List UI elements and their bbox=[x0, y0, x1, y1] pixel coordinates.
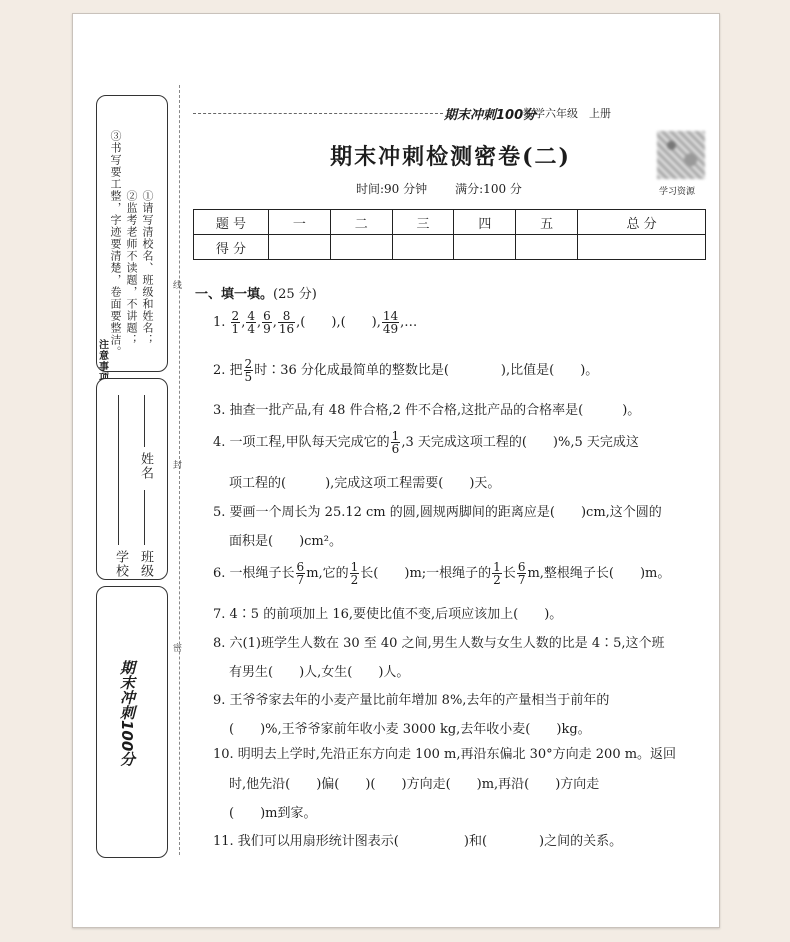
table-cell: 一 bbox=[269, 210, 331, 235]
question-8-line-2[interactable]: 有男生( )人,女生( )人。 bbox=[229, 665, 410, 680]
exam-full-score: 满分:100 分 bbox=[455, 182, 522, 196]
question-9-line-2[interactable]: ( )%,王爷爷家前年收小麦 3000 kg,去年收小麦( )kg。 bbox=[229, 722, 591, 737]
notes-heading: 注意事 bbox=[99, 340, 110, 373]
note-3: ③书写要工整，字迹要清楚，卷面要整洁。 bbox=[109, 130, 122, 358]
score-field[interactable] bbox=[330, 235, 392, 260]
section-points: (25 分) bbox=[273, 287, 317, 302]
student-info-box bbox=[96, 378, 168, 580]
score-field[interactable] bbox=[269, 235, 331, 260]
fraction: $\frac{6}{7}$ bbox=[517, 560, 526, 587]
question-8[interactable]: 8. 六(1)班学生人数在 30 至 40 之间,男生人数与女生人数的比是 4∶5,这个班 bbox=[213, 636, 665, 651]
score-field[interactable] bbox=[578, 235, 706, 260]
question-9[interactable]: 9. 王爷爷家去年的小麦产量比前年增加 8%,去年的产量相当于前年的 bbox=[213, 693, 610, 708]
score-field[interactable] bbox=[516, 235, 578, 260]
note-1: ①请写清校名、班级和姓名； bbox=[141, 190, 154, 346]
cut-mark-secret: 密 bbox=[171, 643, 181, 652]
table-cell: 五 bbox=[516, 210, 578, 235]
table-cell: 三 bbox=[392, 210, 454, 235]
fraction: $\frac{2}{1}$ bbox=[231, 309, 240, 336]
question-1: 1. $\frac{2}{1}$ , $\frac{4}{4}$ , $\frac{6}{9}$ , $\frac{8}{16}$ ,( ),( ), $\frac{14}{49}$ ,… bbox=[213, 309, 418, 336]
fraction: $\frac{1}{2}$ bbox=[493, 560, 501, 587]
cut-line bbox=[179, 85, 180, 855]
fraction: $\frac{6}{9}$ bbox=[263, 309, 271, 336]
question-3[interactable]: 3. 抽查一批产品,有 48 件合格,2 件不合格,这批产品的合格率是( )。 bbox=[213, 403, 641, 418]
brand-vertical: 期末冲刺100分 bbox=[118, 660, 136, 767]
question-10-line-3[interactable]: ( )m到家。 bbox=[229, 806, 317, 821]
table-cell: 总 分 bbox=[578, 210, 706, 235]
question-10[interactable]: 10. 明明去上学时,先沿正东方向走 100 m,再沿东偏北 30°方向走 200 m。返回 bbox=[213, 747, 677, 762]
table-cell: 题 号 bbox=[194, 210, 269, 235]
question-6[interactable]: 6. 一根绳子长 $\frac{6}{7}$ m,它的 $\frac{1}{2}$ 长( )m;一根绳子的 $\frac{1}{2}$ 长 $\frac{6}{7}$ m,整根绳子长( )m。 bbox=[213, 560, 671, 587]
question-2[interactable]: 2. 把 $\frac{2}{5}$ 时∶36 分化成最简单的整数比是( ),比值是( )。 bbox=[213, 357, 599, 384]
score-table-score-row bbox=[194, 235, 706, 260]
header-brand: 期末冲刺100分 bbox=[444, 108, 537, 123]
score-table-header-row bbox=[194, 210, 706, 235]
question-10-line-2[interactable]: 时,他先沿( )偏( )( )方向走( )m,再沿( )方向走 bbox=[229, 777, 600, 792]
class-label: 班级 bbox=[138, 550, 153, 578]
section-heading: 一、填一填。 bbox=[195, 287, 274, 302]
question-4-line-2[interactable]: 项工程的( ),完成这项工程需要( )天。 bbox=[229, 476, 501, 491]
school-label: 学校 bbox=[113, 550, 128, 578]
cut-mark-line: 线 bbox=[171, 280, 181, 289]
fraction: $\frac{6}{7}$ bbox=[296, 560, 305, 587]
qr-label: 学习资源 bbox=[659, 187, 696, 197]
question-7[interactable]: 7. 4∶5 的前项加上 16,要使比值不变,后项应该加上( )。 bbox=[213, 607, 563, 622]
question-11[interactable]: 11. 我们可以用扇形统计图表示( )和( )之间的关系。 bbox=[213, 834, 623, 849]
table-cell: 二 bbox=[330, 210, 392, 235]
section-title bbox=[195, 283, 317, 302]
header-rule bbox=[193, 113, 443, 114]
exam-time: 时间:90 分钟 bbox=[356, 182, 428, 196]
name-field[interactable] bbox=[144, 395, 145, 447]
answer-blanks[interactable]: ,( ),( ), bbox=[296, 315, 381, 330]
question-5-line-2[interactable]: 面积是( )cm²。 bbox=[229, 534, 342, 549]
name-label: 姓名 bbox=[138, 452, 153, 480]
fraction: $\frac{1}{2}$ bbox=[350, 560, 359, 587]
note-2: ②监考老师不读题，不讲题； bbox=[125, 190, 138, 346]
header-grade: 数学六年级 上册 bbox=[523, 107, 611, 120]
class-field[interactable] bbox=[144, 490, 145, 545]
exam-meta bbox=[356, 180, 550, 197]
fraction: $\frac{8}{16}$ bbox=[278, 309, 295, 336]
question-4[interactable]: 4. 一项工程,甲队每天完成它的 $\frac{1}{6}$ ,3 天完成这项工程的( )%,5 天完成这 bbox=[213, 429, 639, 456]
fraction: $\frac{2}{5}$ bbox=[244, 357, 253, 384]
school-field[interactable] bbox=[118, 395, 119, 545]
table-cell: 得 分 bbox=[194, 235, 269, 260]
score-field[interactable] bbox=[392, 235, 454, 260]
page-title: 期末冲刺检测密卷(二) bbox=[330, 144, 571, 170]
fraction: $\frac{4}{4}$ bbox=[247, 309, 255, 336]
fraction: $\frac{1}{6}$ bbox=[391, 429, 400, 456]
fraction: $\frac{14}{49}$ bbox=[382, 309, 399, 336]
question-number: 1. bbox=[213, 315, 226, 330]
question-5[interactable]: 5. 要画一个周长为 25.12 cm 的圆,圆规两脚间的距离应是( )cm,这个圆的 bbox=[213, 505, 662, 520]
table-cell: 四 bbox=[454, 210, 516, 235]
score-field[interactable] bbox=[454, 235, 516, 260]
score-table bbox=[193, 209, 706, 260]
cut-mark-seal: 封 bbox=[171, 460, 181, 469]
